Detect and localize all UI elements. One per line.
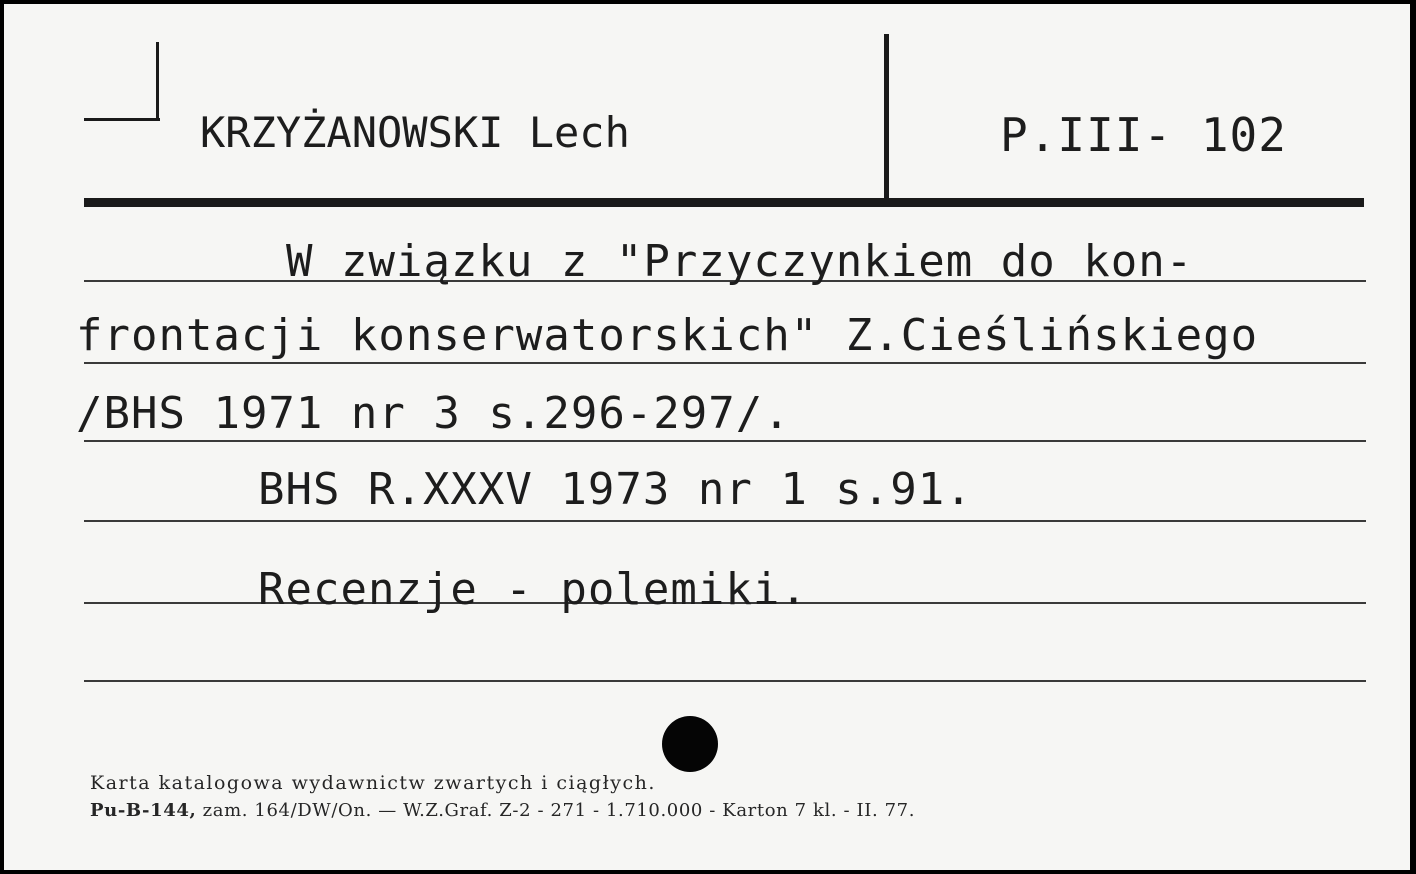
corner-mark-vertical — [156, 42, 159, 120]
punch-hole — [662, 716, 718, 772]
body-line-5: Recenzje - polemiki. — [258, 564, 808, 615]
author-heading: KRZYŻANOWSKI Lech — [200, 108, 630, 157]
ruled-line — [84, 362, 1366, 364]
footer-form-title: Karta katalogowa wydawnictw zwartych i ciągłych. — [90, 772, 656, 794]
ruled-line — [84, 440, 1366, 442]
footer-form-code: Pu-B-144, — [90, 800, 197, 821]
corner-mark-horizontal — [84, 118, 160, 121]
body-line-3: /BHS 1971 nr 3 s.296-297/. — [76, 388, 791, 439]
body-line-4: BHS R.XXXV 1973 nr 1 s.91. — [258, 464, 973, 515]
ruled-line — [84, 680, 1366, 682]
footer-print-details: zam. 164/DW/On. — W.Z.Graf. Z-2 - 271 - 1.710.000 - Karton 7 kl. - II. 77. — [196, 800, 916, 821]
header-rule — [84, 198, 1364, 207]
footer-print-info — [90, 800, 915, 821]
call-number: P.III- 102 — [1000, 108, 1287, 162]
catalog-card — [4, 4, 1410, 870]
body-line-2: frontacji konserwatorskich" Z.Cieślińskiego — [76, 310, 1259, 361]
header-divider — [884, 34, 889, 200]
ruled-line — [84, 520, 1366, 522]
body-line-1: W związku z "Przyczynkiem do kon- — [286, 236, 1194, 287]
